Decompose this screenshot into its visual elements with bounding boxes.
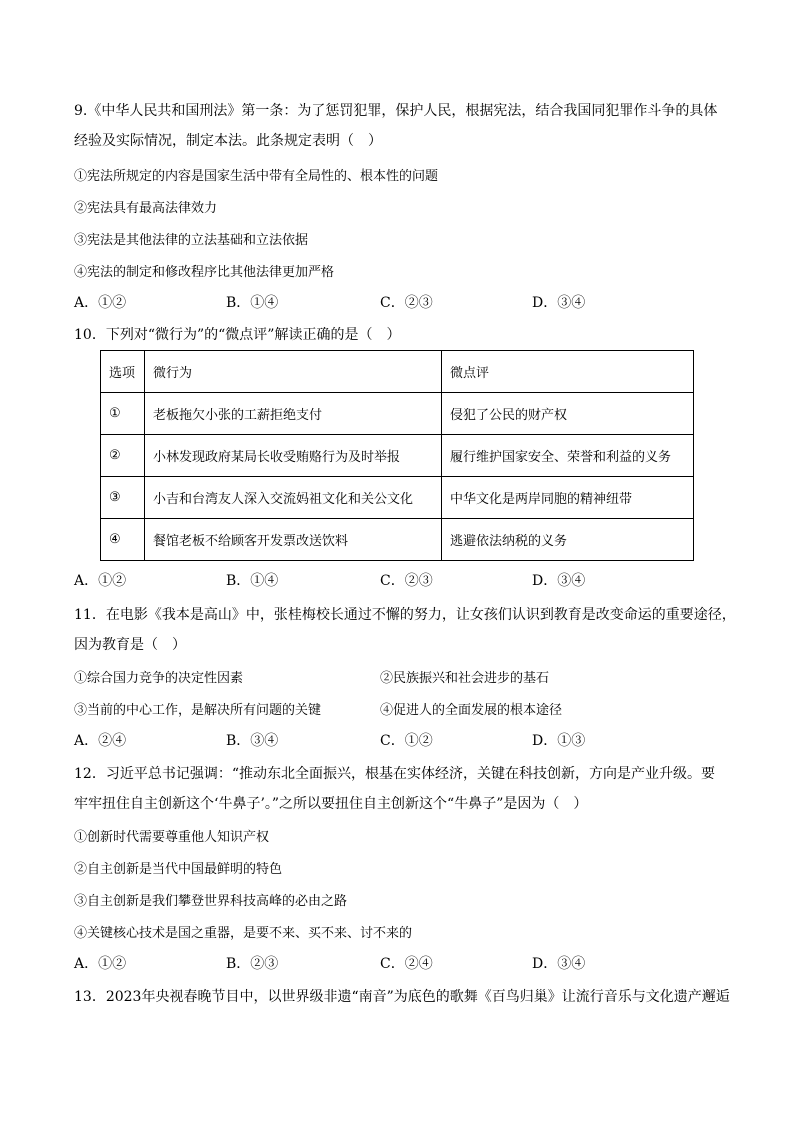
q12-choice-d[interactable]: D．③④: [532, 956, 586, 972]
row-behavior: 小林发现政府某局长收受贿赂行为及时举报: [145, 435, 442, 477]
q10-choice-b[interactable]: B．①④: [226, 573, 279, 589]
q12-statement-3: ③自主创新是我们攀登世界科技高峰的必由之路: [74, 894, 348, 909]
q11-stem-line2: 因为教育是（ ）: [74, 637, 186, 653]
table-row: [101, 435, 694, 477]
q12-choice-b[interactable]: B．②③: [226, 956, 279, 972]
q9-choice-d[interactable]: D．③④: [532, 295, 586, 311]
row-behavior: 小吉和台湾友人深入交流妈祖文化和关公文化: [145, 477, 442, 519]
row-comment: 逃避依法纳税的义务: [442, 519, 694, 561]
table-row: [101, 519, 694, 561]
q11-choices: [74, 730, 714, 752]
q11-choice-a[interactable]: A．②④: [74, 733, 127, 749]
row-option: ①: [101, 393, 145, 435]
q12-stem-line1: 12．习近平总书记强调：“推动东北全面振兴，根基在实体经济，关键在科技创新，方向是产业升级。要: [74, 766, 715, 782]
q9-choice-b[interactable]: B．①④: [226, 295, 279, 311]
q12-statement-4: ④关键核心技术是国之重器，是要不来、买不来、讨不来的: [74, 926, 413, 941]
q12-statement-2: ②自主创新是当代中国最鲜明的特色: [74, 862, 283, 877]
q11-statements-row1: [74, 667, 714, 689]
q9-statement-4: ④宪法的制定和修改程序比其他法律更加严格: [74, 265, 335, 280]
q13-stem-line1: 13．2023年央视春晚节目中，以世界级非遗“南音”为底色的歌舞《百鸟归巢》让流行音乐与文化遗产邂逅: [74, 989, 730, 1005]
q11-stem-line1: 11．在电影《我本是高山》中，张桂梅校长通过不懈的努力，让女孩们认识到教育是改变命运的重要途径，: [74, 607, 736, 623]
q9-statement-2: ②宪法具有最高法律效力: [74, 201, 218, 216]
q10-choice-a[interactable]: A．①②: [74, 573, 127, 589]
q11-statements-row2: [74, 699, 714, 721]
row-comment: 履行维护国家安全、荣誉和利益的义务: [442, 435, 694, 477]
q11-choice-c[interactable]: C．①②: [380, 733, 433, 749]
q12-choices: [74, 953, 714, 975]
q9-choice-c[interactable]: C．②③: [380, 295, 433, 311]
q9-stem-line1: 9.《中华人民共和国刑法》第一条：为了惩罚犯罪，保护人民，根据宪法，结合我国同犯罪作斗争的具体: [74, 103, 718, 119]
q11-statement-3: ③当前的中心工作，是解决所有问题的关键: [74, 703, 322, 718]
row-comment: 侵犯了公民的财产权: [442, 393, 694, 435]
table-row: [101, 393, 694, 435]
q11-choice-b[interactable]: B．③④: [226, 733, 279, 749]
q9-statement-1: ①宪法所规定的内容是国家生活中带有全局性的、根本性的问题: [74, 169, 439, 184]
q10-choice-d[interactable]: D．③④: [532, 573, 586, 589]
q9-stem-line2: 经验及实际情况，制定本法。此条规定表明（ ）: [74, 133, 382, 149]
row-option: ③: [101, 477, 145, 519]
q9-choice-a[interactable]: A．①②: [74, 295, 127, 311]
row-behavior: 餐馆老板不给顾客开发票改送饮料: [145, 519, 442, 561]
q10-choice-c[interactable]: C．②③: [380, 573, 433, 589]
q12-choice-c[interactable]: C．②④: [380, 956, 433, 972]
table-row: [101, 477, 694, 519]
row-comment: 中华文化是两岸同胞的精神纽带: [442, 477, 694, 519]
row-option: ④: [101, 519, 145, 561]
q10-choices: [74, 570, 714, 592]
table-header-row: [101, 351, 694, 393]
header-option: 选项: [101, 351, 145, 393]
q9-statement-3: ③宪法是其他法律的立法基础和立法依据: [74, 233, 309, 248]
header-comment: 微点评: [442, 351, 694, 393]
q12-choice-a[interactable]: A．①②: [74, 956, 127, 972]
q9-choices: [74, 292, 714, 314]
header-behavior: 微行为: [145, 351, 442, 393]
row-option: ②: [101, 435, 145, 477]
q12-stem-line2: 牢牢扭住自主创新这个‘牛鼻子’。”之所以要扭住自主创新这个“牛鼻子”是因为（ ）: [74, 796, 588, 812]
q11-choice-d[interactable]: D．①③: [532, 733, 586, 749]
q10-table: [100, 350, 694, 561]
row-behavior: 老板拖欠小张的工薪拒绝支付: [145, 393, 442, 435]
q10-stem: 10．下列对“微行为”的“微点评”解读正确的是（ ）: [74, 327, 401, 343]
q11-statement-1: ①综合国力竞争的决定性因素: [74, 671, 244, 686]
q12-statement-1: ①创新时代需要尊重他人知识产权: [74, 830, 270, 845]
q11-statement-4: ④促进人的全面发展的根本途径: [380, 703, 563, 718]
q11-statement-2: ②民族振兴和社会进步的基石: [380, 671, 550, 686]
